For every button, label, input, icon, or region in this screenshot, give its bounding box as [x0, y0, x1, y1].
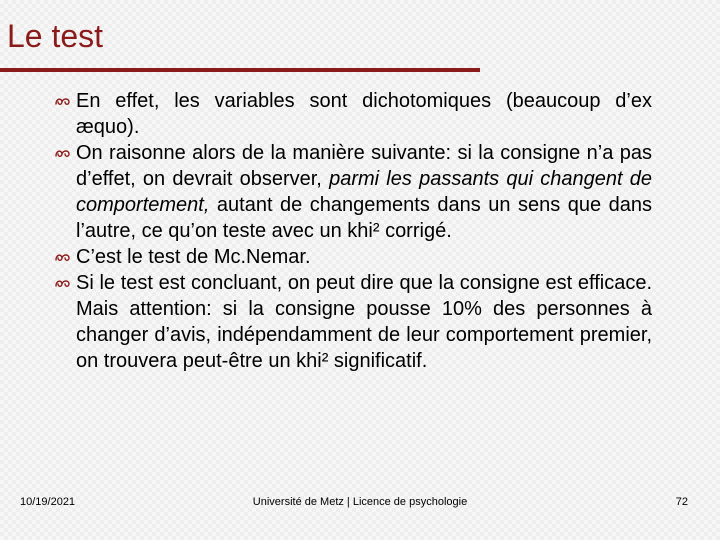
bullet-text: C’est le test de Mc.Nemar.	[76, 246, 311, 268]
bullet-item	[56, 140, 652, 244]
bullet-text: On raisonne alors de la manière suivante: si la consigne n’a pas d’effet, on devrait observer,	[76, 142, 652, 190]
swirl-bullet-icon	[54, 148, 72, 160]
bullet-text: Si le test est concluant, on peut dire que la consigne est efficace. Mais attention: si la consigne pousse 10% des personnes à changer d’avis, indépendamment de leur comportement premier, on trouvera peut-être un khi² significatif.	[76, 272, 652, 372]
slide-title: Le test	[7, 18, 104, 54]
bullet-item	[56, 270, 652, 374]
swirl-bullet-icon	[54, 96, 72, 108]
footer-institution: Université de Metz | Licence de psychologie	[252, 496, 468, 508]
bullet-item	[56, 244, 652, 270]
bullet-item	[56, 88, 652, 140]
bullet-text: autant de changements dans un sens que dans l’autre, ce qu’on teste avec un khi² corrigé.	[76, 194, 652, 242]
bullet-list	[56, 88, 652, 374]
page-number: 72	[675, 496, 688, 508]
footer-date: 10/19/2021	[20, 496, 76, 508]
swirl-bullet-icon	[54, 252, 72, 264]
bullet-text-italic: parmi les passants qui changent de comportement,	[76, 168, 652, 216]
title-underline	[0, 68, 480, 72]
swirl-bullet-icon	[54, 278, 72, 290]
bullet-text: En effet, les variables sont dichotomiques (beaucoup d’ex æquo).	[76, 90, 652, 138]
